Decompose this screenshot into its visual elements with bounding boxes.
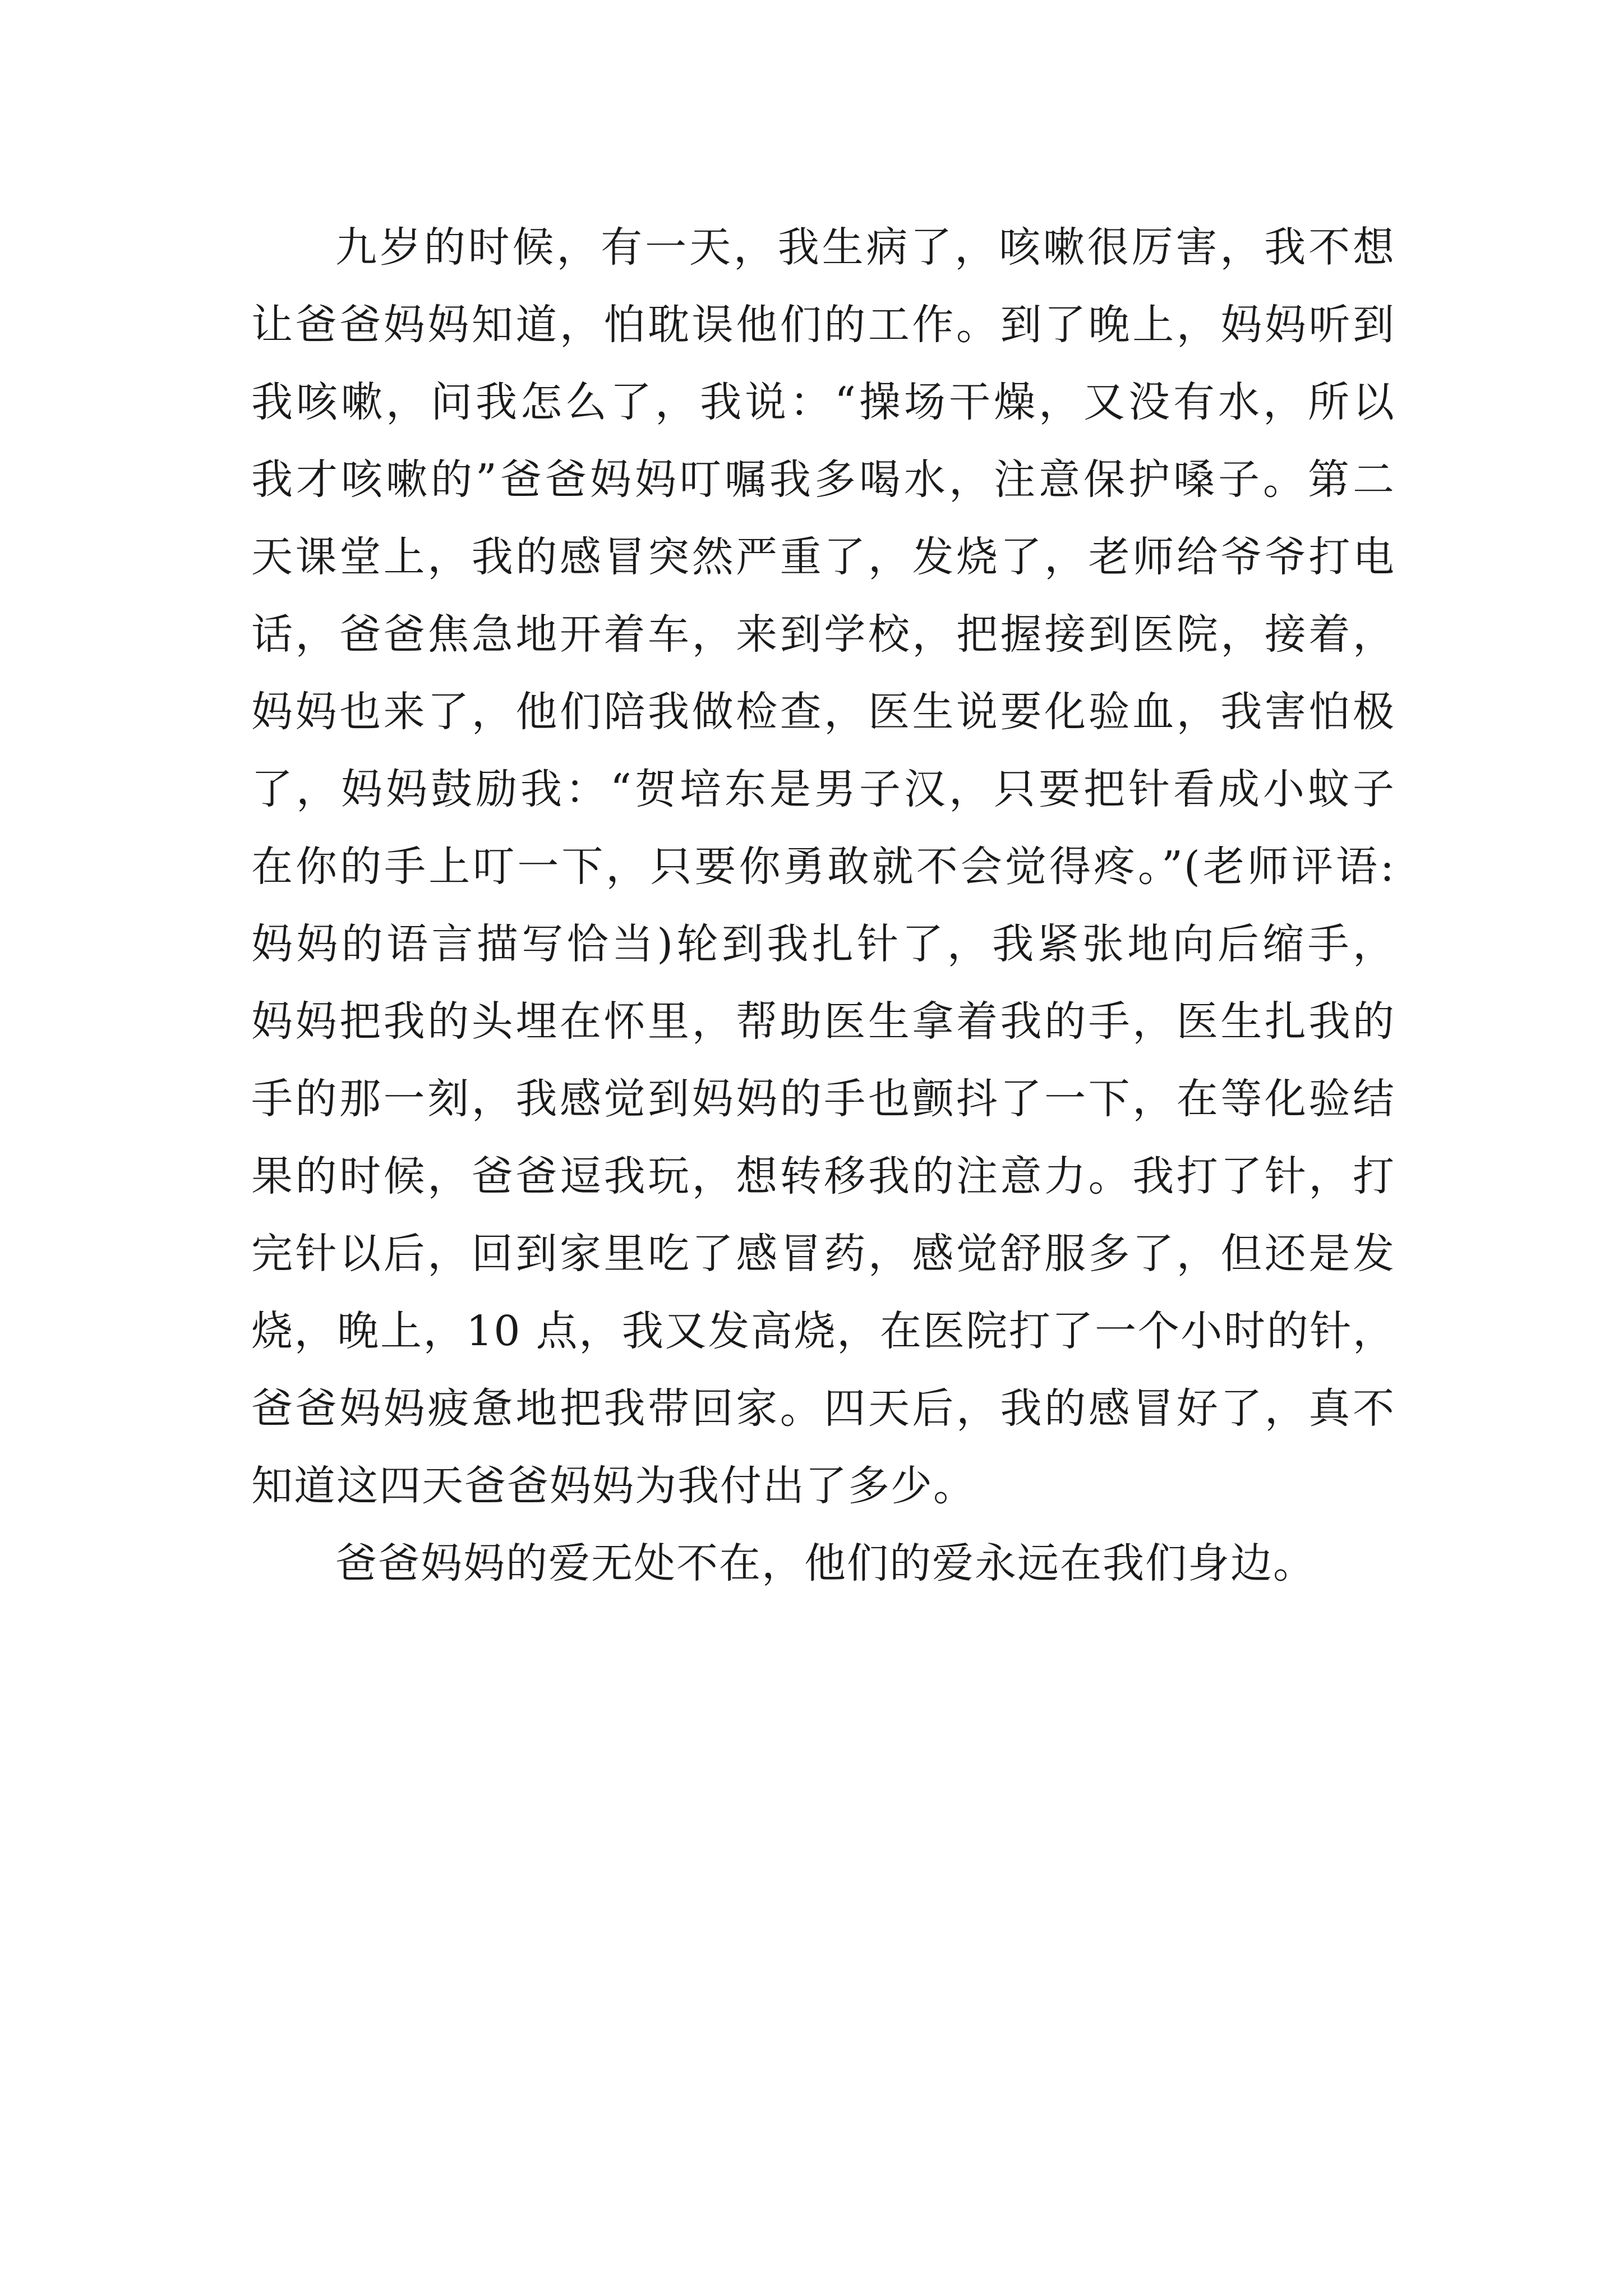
- paragraph-line: 天课堂上，我的感冒突然严重了，发烧了，老师给爷爷打电: [251, 533, 1395, 581]
- paragraph-line: 烧，晚上，10 点，我又发高烧，在医院打了一个小时的针，: [251, 1307, 1395, 1355]
- paragraph-line: 了，妈妈鼓励我：“贺培东是男子汉，只要把针看成小蚊子: [251, 765, 1395, 813]
- essay-body: [251, 209, 1395, 1602]
- paragraph-line: 九岁的时候，有一天，我生病了，咳嗽很厉害，我不想: [335, 223, 1395, 272]
- paragraph-line: 在你的手上叮一下，只要你勇敢就不会觉得疼。”(老师评语:: [251, 843, 1395, 891]
- paragraph-line: 果的时候，爸爸逗我玩，想转移我的注意力。我打了针，打: [251, 1152, 1395, 1200]
- paragraph-line: 我才咳嗽的”爸爸妈妈叮嘱我多喝水，注意保护嗓子。第二: [251, 455, 1395, 504]
- paragraph-line: 妈妈也来了，他们陪我做检查，医生说要化验血，我害怕极: [251, 688, 1395, 736]
- paragraph-line: 妈妈的语言描写恰当)轮到我扎针了，我紧张地向后缩手，: [251, 920, 1395, 968]
- paragraph-line: 让爸爸妈妈知道，怕耽误他们的工作。到了晚上，妈妈听到: [251, 301, 1395, 349]
- paragraph-line: 妈妈把我的头埋在怀里，帮助医生拿着我的手，医生扎我的: [251, 997, 1395, 1046]
- paragraph-1: [251, 209, 1395, 1525]
- paragraph-line: 爸爸妈妈的爱无处不在，他们的爱永远在我们身边。: [335, 1539, 1316, 1588]
- paragraph-line: 话，爸爸焦急地开着车，来到学校，把握接到医院，接着，: [251, 610, 1395, 659]
- paragraph-line: 我咳嗽，问我怎么了，我说：“操场干燥，又没有水，所以: [251, 378, 1395, 426]
- paragraph-line: 完针以后，回到家里吃了感冒药，感觉舒服多了，但还是发: [251, 1230, 1395, 1278]
- paragraph-line: 爸爸妈妈疲惫地把我带回家。四天后，我的感冒好了，真不: [251, 1384, 1395, 1433]
- paragraph-line: 知道这四天爸爸妈妈为我付出了多少。: [251, 1462, 976, 1510]
- paragraph-2: [251, 1525, 1395, 1602]
- paragraph-line: 手的那一刻，我感觉到妈妈的手也颤抖了一下，在等化验结: [251, 1075, 1395, 1123]
